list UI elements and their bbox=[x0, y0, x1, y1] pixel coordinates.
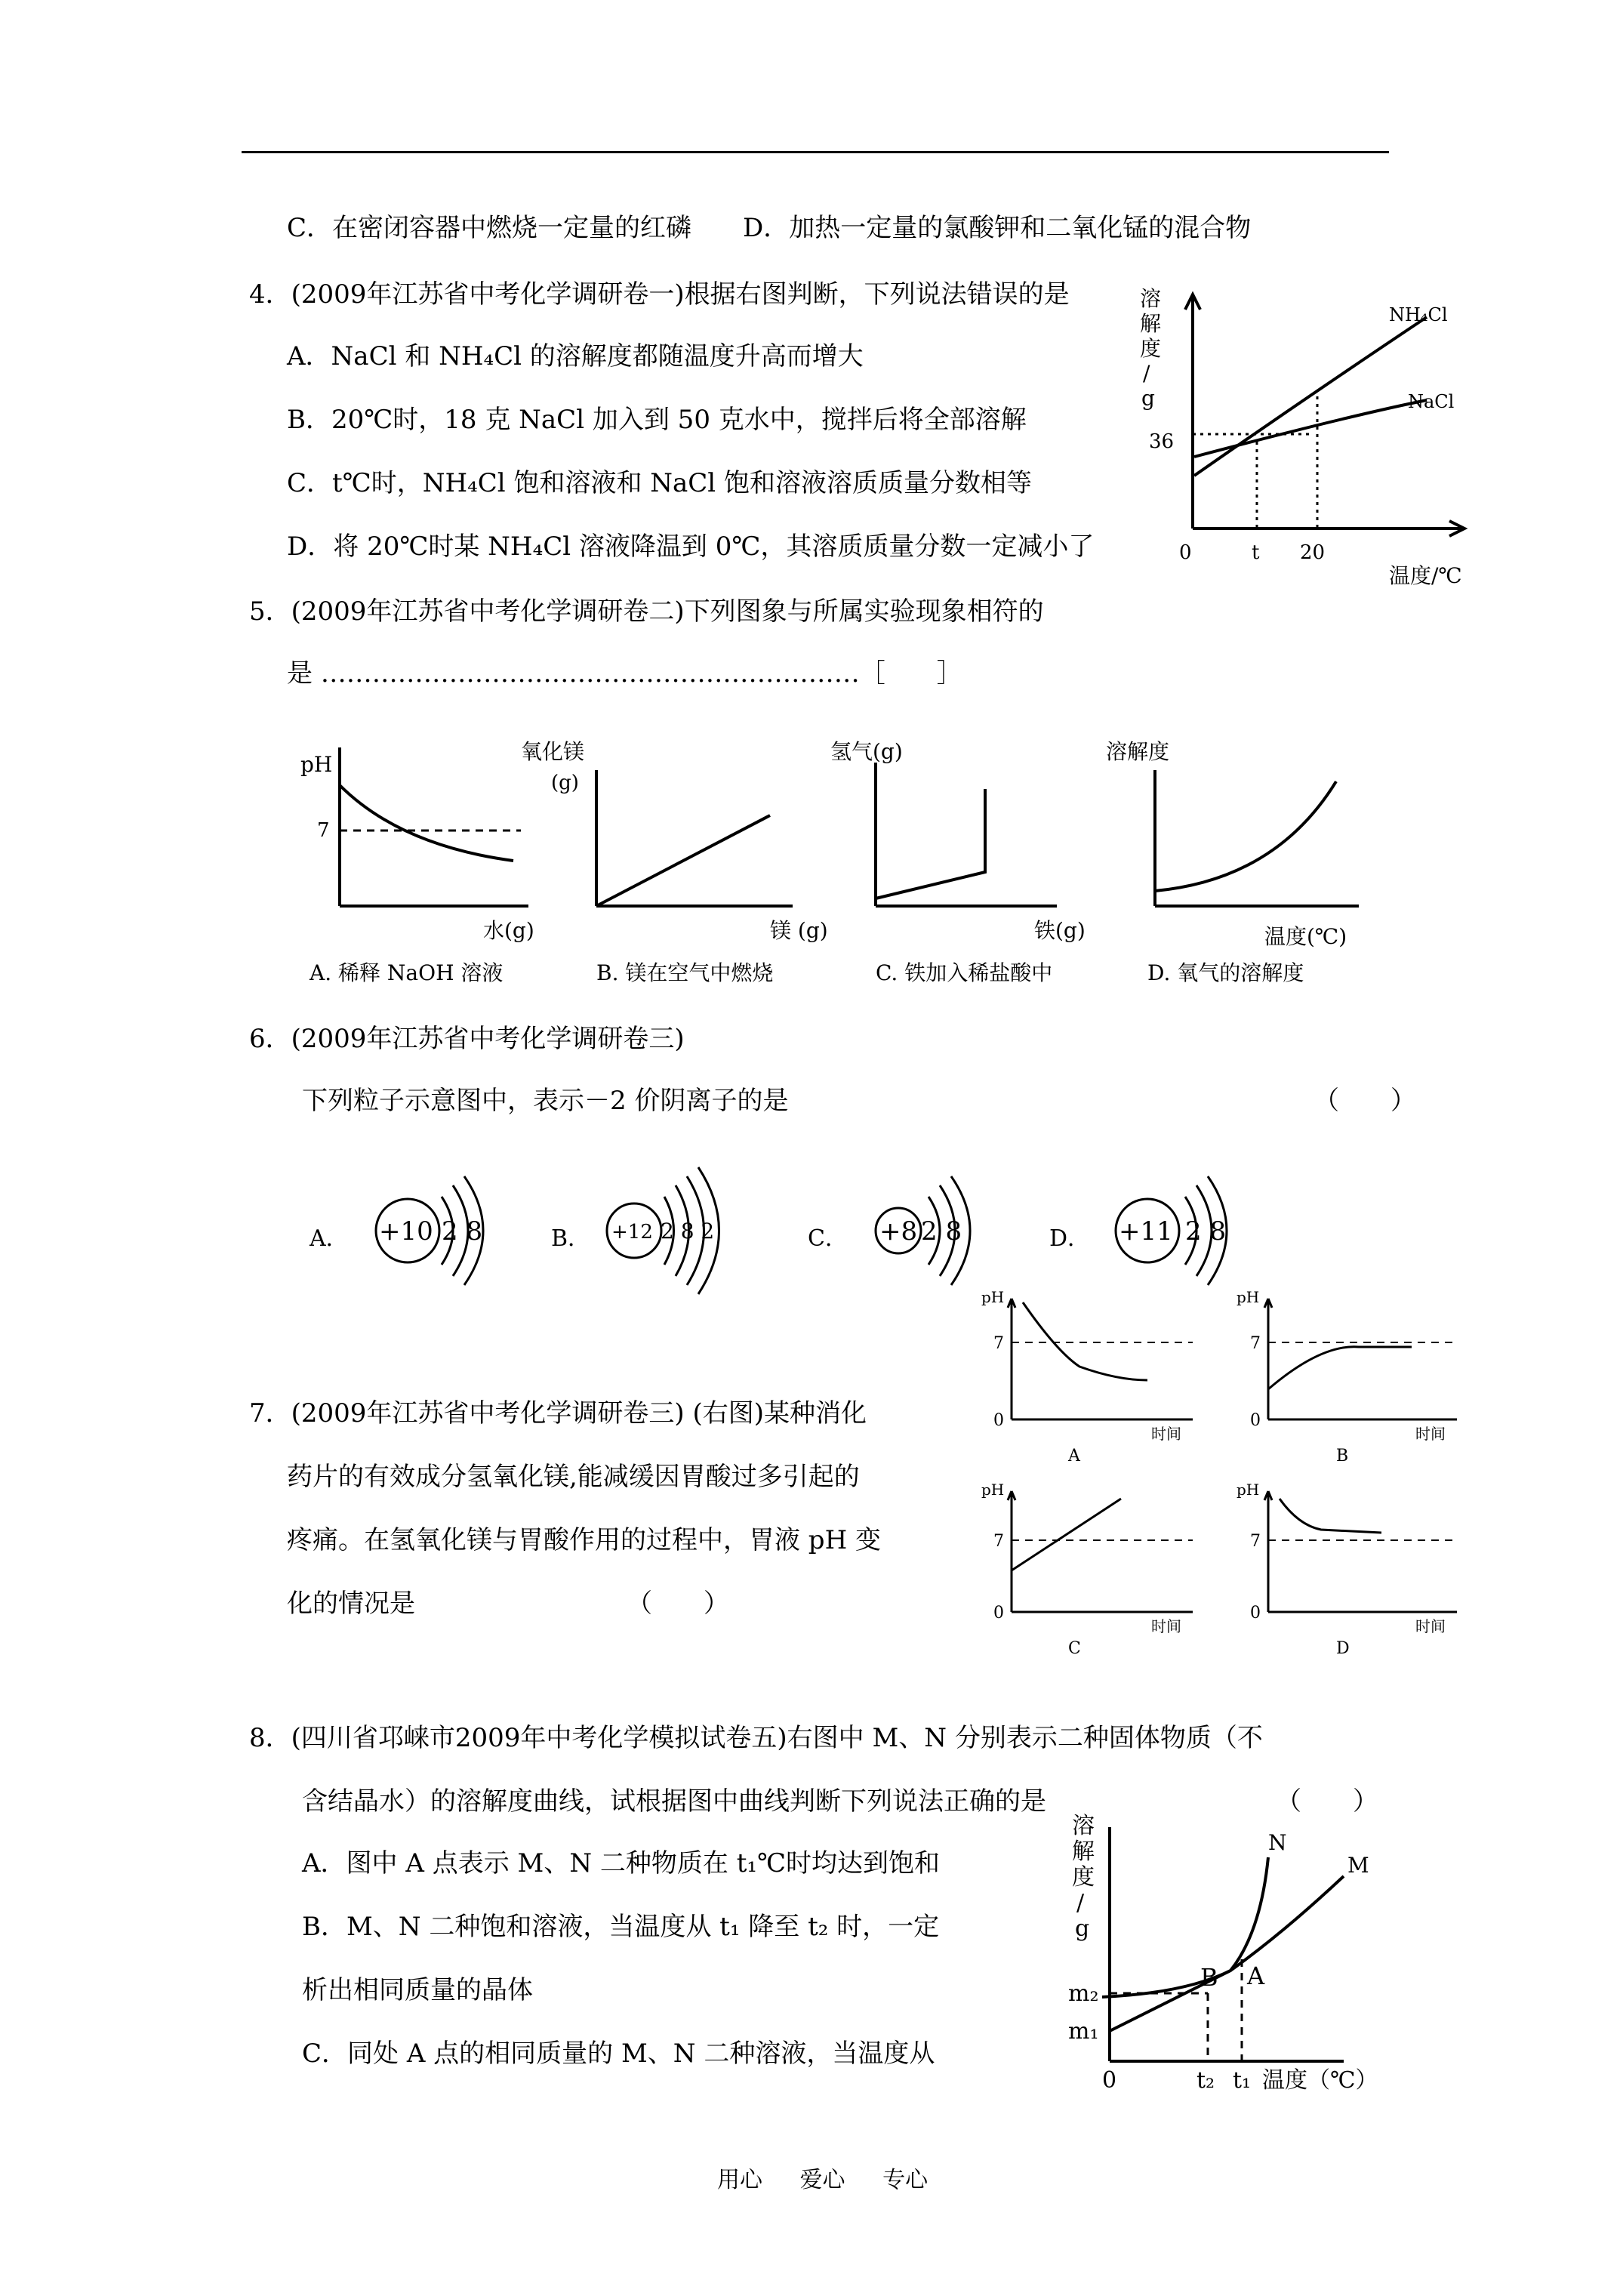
fig7c-xlabel: 时间 bbox=[1151, 1617, 1181, 1635]
footer-word-3: 专心 bbox=[882, 2167, 929, 2193]
fig7c-y0: 0 bbox=[993, 1604, 1004, 1623]
fig6-d-shells: 2 8 bbox=[1185, 1216, 1227, 1247]
fig6-c-letter: C． bbox=[808, 1225, 848, 1252]
q6-question: 下列粒子示意图中，表示－2 价阴离子的是 bbox=[302, 1086, 789, 1116]
fig6-c-shells: 2 8 bbox=[921, 1216, 962, 1247]
q7-line-4: 化的情况是 bbox=[287, 1589, 415, 1619]
fig4-y-char-1: 溶 bbox=[1140, 287, 1162, 311]
q8-option-b-cont: 析出相同质量的晶体 bbox=[302, 1975, 533, 2005]
fig8-m-label: M bbox=[1347, 1853, 1369, 1878]
q7-ph-charts bbox=[966, 1284, 1480, 1676]
fig7b-xlabel: 时间 bbox=[1415, 1425, 1446, 1443]
fig8-y-char-5: g bbox=[1075, 1915, 1090, 1942]
q8-solubility-chart bbox=[1057, 1812, 1449, 2099]
fig6-a-nucleus: +10 bbox=[379, 1216, 433, 1247]
fig8-xlabel: 温度（℃） bbox=[1262, 2067, 1378, 2094]
header-rule bbox=[242, 151, 1389, 153]
fig5b-xlabel: 镁 (g) bbox=[770, 918, 828, 943]
q4-option-c: C．t℃时，NH₄Cl 饱和溶液和 NaCl 饱和溶液溶质质量分数相等 bbox=[287, 468, 1032, 498]
fig6-b-letter: B． bbox=[551, 1225, 591, 1252]
fig7d-y0: 0 bbox=[1250, 1604, 1261, 1623]
q8-answer-paren: （ ） bbox=[1276, 1786, 1378, 1817]
fig4-xt: t bbox=[1252, 541, 1260, 564]
fig6-d-letter: D． bbox=[1049, 1225, 1091, 1252]
fig8-m1: m₁ bbox=[1068, 2018, 1099, 2045]
fig5c-ylabel: 氢气(g) bbox=[830, 739, 903, 764]
q5-figures bbox=[287, 725, 1381, 997]
fig7d-xlabel: 时间 bbox=[1415, 1617, 1446, 1635]
fig6-b-shells: 2 8 2 bbox=[661, 1219, 715, 1244]
q7-line-2: 药片的有效成分氢氧化镁,能减缓因胃酸过多引起的 bbox=[287, 1462, 860, 1492]
fig7d-ylabel: pH bbox=[1236, 1481, 1260, 1499]
q7-answer-paren: （ ） bbox=[627, 1589, 729, 1619]
fig5a-y7: 7 bbox=[317, 819, 330, 842]
fig8-m2: m₂ bbox=[1068, 1980, 1099, 2007]
q5-stem-cont: 是 ………………………………………………………［ ］ bbox=[287, 658, 962, 689]
fig8-a-label: A bbox=[1247, 1962, 1265, 1990]
fig4-nacl-label: NaCl bbox=[1408, 391, 1455, 412]
fig4-y36: 36 bbox=[1149, 430, 1175, 453]
fig8-y-char-3: 度 bbox=[1072, 1864, 1095, 1891]
q8-stem: 8．(四川省邛崃市2009年中考化学模拟试卷五)右图中 M、N 分别表示二种固体物质（不 bbox=[249, 1723, 1263, 1753]
q8-option-a: A．图中 A 点表示 M、N 二种物质在 t₁℃时均达到饱和 bbox=[302, 1848, 941, 1878]
q8-option-c: C．同处 A 点的相同质量的 M、N 二种溶液，当温度从 bbox=[302, 2039, 935, 2069]
q6-stem: 6．(2009年江苏省中考化学调研卷三) bbox=[249, 1024, 685, 1054]
q4-option-d: D．将 20℃时某 NH₄Cl 溶液降温到 0℃，其溶质质量分数一定减小了 bbox=[287, 532, 1095, 562]
q4-option-b: B．20℃时，18 克 NaCl 加入到 50 克水中，搅拌后将全部溶解 bbox=[287, 405, 1027, 435]
fig4-y-char-3: 度 bbox=[1140, 336, 1162, 361]
fig8-b-label: B bbox=[1200, 1963, 1218, 1992]
q5-stem: 5．(2009年江苏省中考化学调研卷二)下列图象与所属实验现象相符的 bbox=[249, 596, 1044, 627]
q4-option-a: A．NaCl 和 NH₄Cl 的溶解度都随温度升高而增大 bbox=[287, 341, 864, 371]
footer-word-1: 用心 bbox=[717, 2167, 762, 2193]
fig6-c-nucleus: +8 bbox=[879, 1216, 918, 1247]
fig4-y-char-5: g bbox=[1141, 386, 1155, 411]
fig5a-xlabel: 水(g) bbox=[483, 918, 534, 943]
fig7d-y7: 7 bbox=[1250, 1532, 1261, 1551]
fig4-x20: 20 bbox=[1300, 541, 1326, 564]
fig8-y-char-2: 解 bbox=[1072, 1838, 1095, 1865]
fig4-y-char-2: 解 bbox=[1140, 311, 1162, 336]
fig7d-caption: D bbox=[1336, 1639, 1350, 1658]
fig7a-y0: 0 bbox=[993, 1411, 1004, 1430]
footer-word-2: 爱心 bbox=[799, 2167, 845, 2193]
fig5d-xlabel: 温度(℃) bbox=[1264, 924, 1347, 949]
fig5d-ylabel: 溶解度 bbox=[1106, 739, 1170, 764]
fig8-x0: 0 bbox=[1102, 2067, 1117, 2094]
fig7a-xlabel: 时间 bbox=[1151, 1425, 1181, 1443]
fig5c-caption: C. 铁加入稀盐酸中 bbox=[876, 960, 1053, 985]
fig5a-ylabel: pH bbox=[300, 752, 333, 777]
fig6-a-letter: A． bbox=[310, 1225, 349, 1252]
fig7a-ylabel: pH bbox=[981, 1288, 1005, 1306]
fig7b-y0: 0 bbox=[1250, 1411, 1261, 1430]
fig8-t2: t₂ bbox=[1196, 2067, 1215, 2094]
fig6-a-shells: 2 8 bbox=[442, 1216, 483, 1247]
q3-options-cd: C．在密闭容器中燃烧一定量的红磷 D．加热一定量的氯酸钾和二氧化锰的混合物 bbox=[287, 213, 1252, 243]
fig5c-xlabel: 铁(g) bbox=[1034, 918, 1086, 943]
fig7a-y7: 7 bbox=[993, 1334, 1004, 1353]
q4-solubility-chart bbox=[1125, 287, 1487, 589]
fig7c-caption: C bbox=[1068, 1639, 1081, 1658]
q6-answer-paren: （ ） bbox=[1313, 1086, 1416, 1116]
fig5d-caption: D. 氧气的溶解度 bbox=[1147, 960, 1304, 985]
fig7a-caption: A bbox=[1068, 1447, 1080, 1465]
fig8-y-char-4: / bbox=[1076, 1890, 1085, 1916]
page-footer bbox=[717, 2161, 958, 2194]
fig5b-caption: B. 镁在空气中燃烧 bbox=[596, 960, 774, 985]
fig6-d-nucleus: +11 bbox=[1119, 1216, 1173, 1247]
q7-line-1: 7．(2009年江苏省中考化学调研卷三) (右图)某种消化 bbox=[249, 1398, 867, 1428]
fig5b-ylabel-unit: (g) bbox=[551, 772, 579, 794]
fig4-xlabel: 温度/℃ bbox=[1389, 563, 1462, 588]
fig8-y-char-1: 溶 bbox=[1072, 1813, 1095, 1839]
fig6-b-nucleus: +12 bbox=[611, 1221, 653, 1244]
fig7b-caption: B bbox=[1336, 1447, 1349, 1465]
fig7b-ylabel: pH bbox=[1236, 1288, 1260, 1306]
fig7b-y7: 7 bbox=[1250, 1334, 1261, 1353]
q7-line-3: 疼痛。在氢氧化镁与胃酸作用的过程中，胃液 pH 变 bbox=[287, 1525, 882, 1555]
q8-stem-cont: 含结晶水）的溶解度曲线，试根据图中曲线判断下列说法正确的是 bbox=[302, 1786, 1046, 1817]
q8-option-b: B．M、N 二种饱和溶液，当温度从 t₁ 降至 t₂ 时，一定 bbox=[302, 1912, 940, 1942]
fig5b-ylabel: 氧化镁 bbox=[521, 739, 585, 764]
fig7c-ylabel: pH bbox=[981, 1481, 1005, 1499]
fig5a-caption: A. 稀释 NaOH 溶液 bbox=[310, 960, 504, 985]
fig4-x0: 0 bbox=[1179, 541, 1192, 564]
fig4-y-char-4: / bbox=[1143, 361, 1150, 386]
fig8-t1: t₁ bbox=[1233, 2067, 1252, 2094]
fig4-nh4cl-label: NH₄Cl bbox=[1389, 304, 1448, 325]
q4-stem: 4．(2009年江苏省中考化学调研卷一)根据右图判断，下列说法错误的是 bbox=[249, 279, 1070, 310]
fig7c-y7: 7 bbox=[993, 1532, 1004, 1551]
fig8-n-label: N bbox=[1268, 1830, 1287, 1855]
